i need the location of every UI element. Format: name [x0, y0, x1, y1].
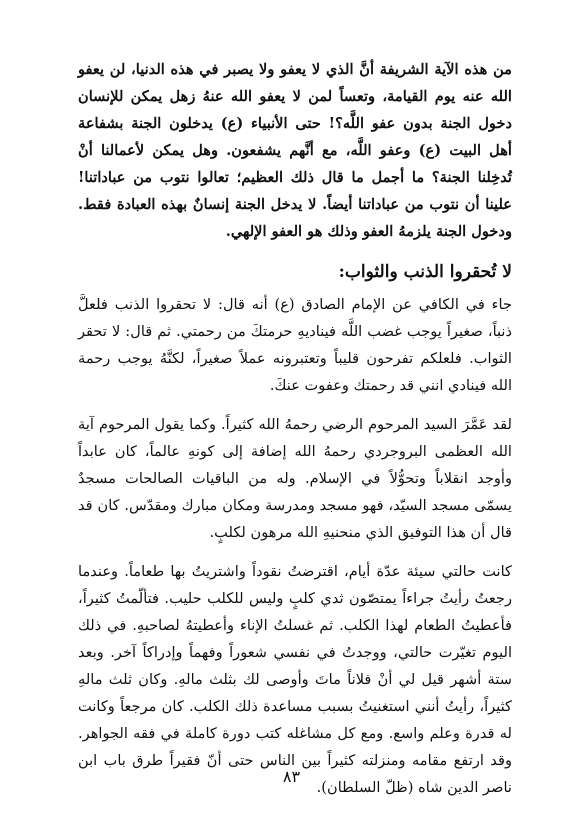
page-number: ٨٣	[282, 767, 301, 786]
paragraph-sayyid: لقد عَمَّرَ السيد المرحوم الرضي رحمهُ الله كثيراً. وكما يقول المرحوم آية الله العظمى البروجردي رحمهُ الله إضافة إلى كونهِ عالماً، كان عابداً وأوجد انقلاباً وتحوُّلاً في الإسلام. وله من الباقيات الصالحات مسجدٌ يسمّى مسجد السيّد، فهو مسجد ومدرسة ومكان مبارك ومقدّس. كان قد قال أن هذا التوفيق الذي منحنيهِ الله مرهون لكلبٍ.	[78, 416, 512, 541]
section-heading: لا تُحقروا الذنب والثواب:	[338, 262, 512, 282]
paragraph-intro: من هذه الآية الشريفة أنَّ الذي لا يعفو ولا يصبر في هذه الدنيا، لن يعفو الله عنه يوم القيامة، وتعساً لمن لا يعفو الله عنهُ زهل يمكن للإنسان دخول الجنة بدون عفو اللَّه؟! حتى الأنبياء (ع) يدخلون الجنة بشفاعة أهل البيت (ع) وعفو اللَّه، مع أنَّهم يشفعون. وهل يمكن لأعمالنا أنْ تُدخِلنا الجنة؟ ما أجمل ما قال ذلك العظيم؛ تعالوا نتوب من عباداتنا! علينا أن نتوب من عباداتنا أيضاً. لا يدخل الجنة إنسانٌ بهذه العبادة فقط. ودخول الجنة يلزمهُ العفو وذلك هو العفو الإلهي.	[78, 61, 512, 240]
book-page	[78, 56, 512, 836]
paragraph-story: كانت حالتي سيئة عدّة أيام، اقترضتُ نقوداً واشتريتُ بها طعاماً. وعندما رجعتُ رأيتُ جراءاً يمتصّون ثدي كلبٍ وليس للكلب حليب. فتألّمتُ كثيراً، فأعطيتُ الطعام لهذا الكلب. ثم غسلتُ الإناء وأعطيتهُ لصاحبهِ. في ذلك اليوم تغيّرت حالتي، ووجدتُ في نفسي شعوراً وفهماً وإدراكاً آخر. وبعد ستة أشهر قيل لي أنْ فلاناً ماتَ وأوصى لك بثلث مالهِ. وكان ثلث مالهِ كثيراً، رأيتُ أنني استغنيتُ بسبب مساعدة ذلك الكلب. كان مرجعاً وكانت له قدرة وعلم واسع. ومع كل مشاغله كتب دورة كاملة في فقه الجواهر. وقد ارتفع مقامه ومنزلته كثيراً بين الناس حتى أنّ فقيراً طرق باب ابن ناصر الدين شاه (ظلّ السلطان).	[78, 563, 512, 796]
paragraph-hadith: جاء في الكافي عن الإمام الصادق (ع) أنه قال: لا تحقروا الذنب فلعلَّ ذنباً، صغيراً يوجب غضب اللَّه فيناديهِ حرمتكَ من رحمتي. ثم قال: لا تحقر الثواب. فلعلكم تفرحون قليباً وتعتبرونه عملاً صغيراً، لكنَّهُ يوجب رحمة الله فينادي انني قد رحمتك وعفوت عنكَ.	[78, 296, 512, 394]
